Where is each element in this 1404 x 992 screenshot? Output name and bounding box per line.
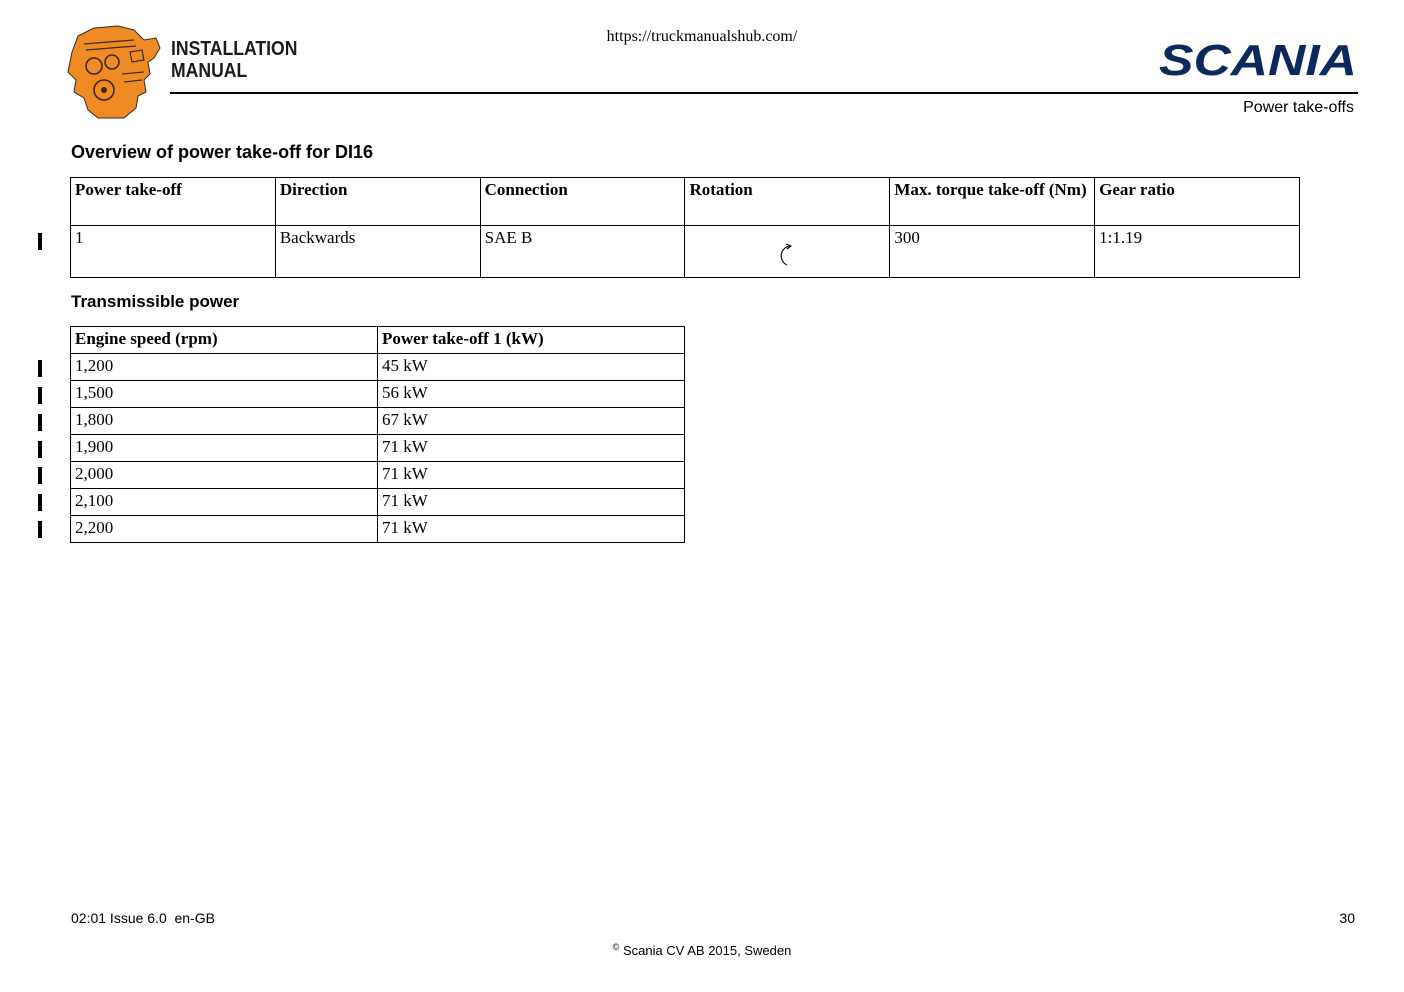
copyright-text: Scania CV AB 2015, Sweden — [622, 943, 792, 958]
col-engine-speed: Engine speed (rpm) — [71, 327, 378, 354]
cell-engine-speed: 2,000 — [71, 462, 378, 489]
col-power-take-off: Power take-off — [71, 178, 276, 226]
col-rotation: Rotation — [685, 178, 890, 226]
header-divider — [170, 92, 1358, 94]
change-bar — [38, 387, 42, 404]
engine-icon — [64, 22, 162, 120]
change-bar — [38, 233, 42, 250]
change-bar — [38, 494, 42, 511]
cell-engine-speed: 2,100 — [71, 489, 378, 516]
cell-gear-ratio: 1:1.19 — [1095, 226, 1300, 278]
copyright — [0, 943, 1404, 958]
table-row — [71, 354, 685, 381]
table-row — [71, 435, 685, 462]
table-row — [71, 489, 685, 516]
source-url: https://truckmanualshub.com/ — [606, 28, 798, 45]
change-bar — [38, 521, 42, 538]
brand-text: SCANIA — [1159, 42, 1357, 78]
overview-table — [70, 177, 1300, 278]
overview-title: Overview of power take-off for DI16 — [71, 142, 374, 162]
transmissible-title: Transmissible power — [71, 292, 240, 311]
cell-engine-speed: 1,800 — [71, 408, 378, 435]
page-number: 30 — [1339, 910, 1355, 926]
change-bar — [38, 441, 42, 458]
col-gear-ratio: Gear ratio — [1095, 178, 1300, 226]
table-row — [71, 381, 685, 408]
overview-header-row — [71, 178, 1300, 226]
transmissible-header-row — [71, 327, 685, 354]
section-label: Power take-offs — [1243, 99, 1354, 116]
col-connection: Connection — [480, 178, 685, 226]
change-bar — [38, 467, 42, 484]
cell-power: 67 kW — [378, 408, 685, 435]
change-bar — [38, 414, 42, 431]
table-row — [71, 462, 685, 489]
cell-power: 71 kW — [378, 489, 685, 516]
cell-rotation — [685, 226, 890, 278]
col-max-torque: Max. torque take-off (Nm) — [890, 178, 1095, 226]
cell-engine-speed: 1,900 — [71, 435, 378, 462]
manual-title — [171, 38, 297, 82]
col-power-take-off-kw: Power take-off 1 (kW) — [378, 327, 685, 354]
cell-power: 71 kW — [378, 435, 685, 462]
cell-engine-speed: 1,500 — [71, 381, 378, 408]
manual-title-line2: MANUAL — [171, 60, 248, 82]
table-row — [71, 408, 685, 435]
table-row — [71, 516, 685, 543]
manual-title-line1: INSTALLATION — [171, 38, 298, 60]
table-row — [71, 226, 1300, 278]
change-bar — [38, 360, 42, 377]
transmissible-table — [70, 326, 685, 543]
cell-direction: Backwards — [275, 226, 480, 278]
cell-power: 56 kW — [378, 381, 685, 408]
cell-power: 71 kW — [378, 516, 685, 543]
counterclockwise-rotation-icon — [777, 242, 795, 268]
cell-connection: SAE B — [480, 226, 685, 278]
cell-power-take-off: 1 — [71, 226, 276, 278]
cell-engine-speed: 1,200 — [71, 354, 378, 381]
cell-power: 45 kW — [378, 354, 685, 381]
cell-max-torque: 300 — [890, 226, 1095, 278]
col-direction: Direction — [275, 178, 480, 226]
issue-info: 02:01 Issue 6.0 en-GB — [71, 910, 215, 926]
scania-logo — [1158, 42, 1358, 78]
cell-engine-speed: 2,200 — [71, 516, 378, 543]
copyright-symbol: © — [612, 942, 620, 952]
cell-power: 71 kW — [378, 462, 685, 489]
